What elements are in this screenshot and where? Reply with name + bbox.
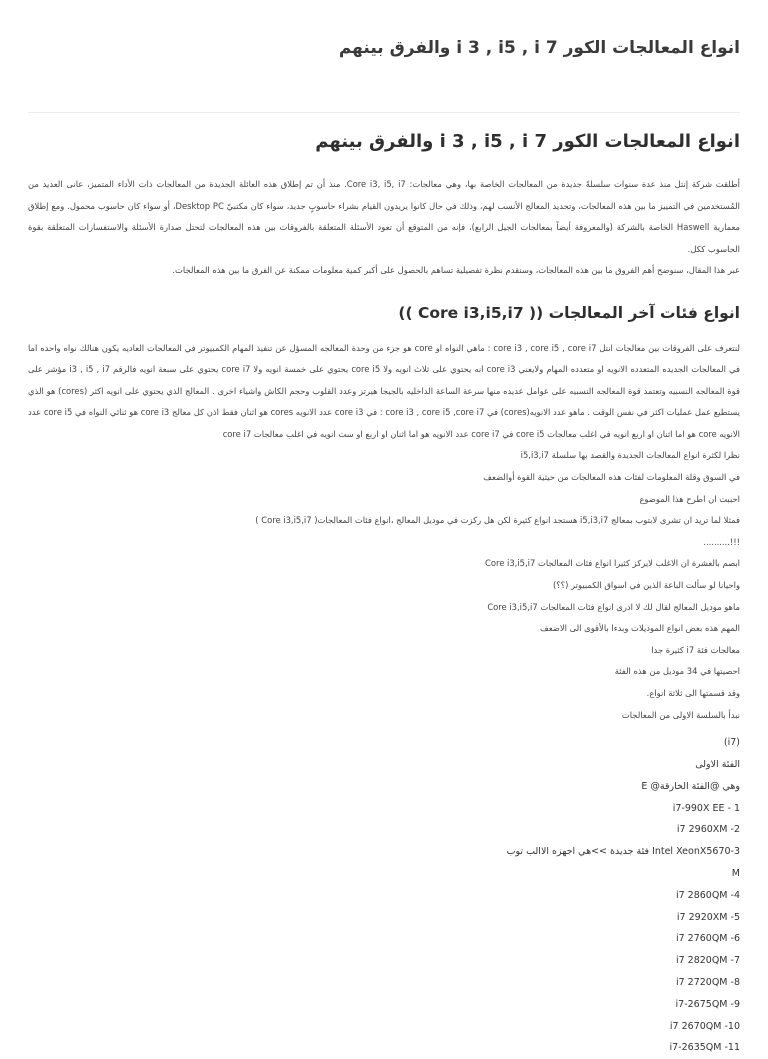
text-line: واحيانا لو سألت الباعة الذين في اسواق الكمبيوتر (؟؟): [552, 580, 740, 591]
text-line: نظرا لكثرة انواع المعالجات الجديدة والقصد بها سلسلة i5,i3,i7: [520, 450, 740, 461]
text-line: احببت ان اطرح هذا الموضوع: [639, 493, 740, 504]
text-lines: [28, 445, 740, 726]
text-line: !!!..........: [703, 536, 740, 547]
list-item: i7 2760QM -6: [675, 933, 740, 945]
divider: [28, 112, 740, 113]
text-line: احصيتها في 34 موديل من هذه الفئة: [614, 666, 740, 677]
text-line: المهم هذه بعض انواع الموديلات وبدءا بالأقوى الى الاضعف: [540, 623, 740, 634]
list-item: i7-990X EE - 1: [672, 802, 740, 814]
list-item: i7 2820QM -7: [675, 955, 740, 967]
intro-paragraph-2: عبر هذا المقال، سنوضح أهم الفروق ما بين هذه المعالجات، وسنقدم نظرة تفصيلية تساهم بالحصول على أكبر كمية معلومات ممكنة عن الفرق ما بين هذه المعالجات.: [172, 265, 740, 275]
list-item: i7 2670QM -10: [669, 1020, 740, 1032]
text-line: فمثلا لما تريد ان تشرى لابتوب بمعالج i5,i3,i7 هستجد انواع كثيرة لكن هل ركزت في موديل المعالج ،انواع فئات المعالجات( Core i3,i5,i7 ): [255, 515, 740, 526]
intro-paragraph-1: أطلقت شركة إنتل منذ عدة سنوات سلسلةً جديدة من المعالجات الخاصة بها، وهي معالجات: Core i3, i5, i7. منذ أن تم إطلاق هذه العائلة الجديدة من المعالجات ذات الأداء المتميز، عانى العديد من المُستخدمين في التمييز ما بين هذه المعالجات، وتحديد المعالج الأنسب لهم، وذلك في حال كانوا يريدون القيام بشراء حاسوبٍ جديد، سواء كان مكتبيّ Desktop PC، أو سواء كان حاسوب محمول. ومع إطلاق معمارية Haswell الخاصة بالشركة (والمعروفة أيضاً بمعالجات الجيل الرابع)، فإنه من المتوقع أن تعود الأسئلة المتعلقة بالفروقات بين هذه المعالجات لتحتل صدارة الأسئلة والاستفسارات المتعلقة بقوة الحاسوب ككل.: [28, 179, 740, 254]
intro-section: [28, 174, 740, 282]
list-item: Intel XeonX5670-3 فئة جديدة >>هي اجهزه الاالب توب: [506, 846, 740, 858]
text-line: نبدأ بالسلسة الاولى من المعالجات: [621, 709, 740, 720]
list-item: i7 2860QM -4: [675, 889, 740, 901]
list-item: i7 2920XM -5: [676, 911, 740, 923]
list-item: (i7): [723, 737, 740, 749]
model-list: [28, 732, 740, 1059]
section-title: انواع فئات آخر المعالجات (( Core i3,i5,i7 )): [398, 303, 740, 322]
text-line: ابصم بالعشرة ان الاغلب لايركز كثيرا انواع فئات المعالجات Core i3,i5,i7: [484, 558, 740, 569]
body-section: [28, 338, 740, 727]
post-title: انواع المعالجات الكور i 3 , i5 , i 7 والفرق بينهم: [315, 131, 740, 152]
site-title: انواع المعالجات الكور i 3 , i5 , i 7 والفرق بينهم: [338, 38, 740, 58]
list-item: الفئة الاولى: [695, 758, 740, 770]
list-item: i7-2675QM -9: [675, 998, 740, 1010]
text-line: وقد قسمتها الى ثلاثة انواع.: [646, 688, 740, 698]
text-line: ماهو موديل المعالج لقال لك لا ادرى انواع فئات المعالجات Core i3,i5,i7: [487, 601, 740, 612]
list-item: M: [731, 867, 740, 879]
text-line: معالجات فئة i7 كثيرة جدا: [651, 644, 740, 655]
list-item: i7 2960XM -2: [676, 824, 740, 836]
list-item: i7-2635QM -11: [669, 1042, 740, 1054]
list-item: وهي @الفئة الخارقة@ E: [641, 780, 740, 792]
text-line: في السوق وقلة المعلومات لفئات هذه المعالجات من حيثية القوة أوالضعف: [483, 472, 740, 483]
list-item: i7 2720QM -8: [675, 976, 740, 988]
body-paragraph: لنتعرف على الفروقات بين معالجات انتل core i3 , core i5 , core i7 : ماهي النواه او core هو جزء من وحدة المعالجه المسؤل عن تنفيذ المهام الكمبيوتر في المعالجات العاديه يكون هنالك نواه واحده اما في المعالجات الجديده المتعدده الانويه او متعدده المهام ولايعني core i3 انه يحتوي على ثلاث انويه ولا core i5 يحتوي على خمسة انويه ولا core i7 يحتوي على سبعة انويه فالرقم i3 , i5 , i7 مؤشر على قوة المعالجه النسبيه وتعتمد قوة المعالجه النسبيه على عوامل عديده منها سرعة الساعة الداخليه بالجيجا هيرتز وعدد القلوب وحجم الكاش واشياء اخرى . المعالج الذي يحتوي على انويه اكثر (cores) هو الذي يستطيع عمل عمليات اكثر في نفس الوقت . ماهو عدد الانويه(cores) في core i3 , core i5 ,core i7 : في core i3 عدد الانويه cores هو اثنان فقط اذن كل معالج core i3 هو ثنائي النواه في core i5 عدد الانويه core هو اما اثنان او اربع انويه في اغلب معالجات core i5 في core i7 عدد الانويه هو اما اثنان او اربع او ست انويه في اغلب معالجات core i7: [28, 342, 740, 439]
